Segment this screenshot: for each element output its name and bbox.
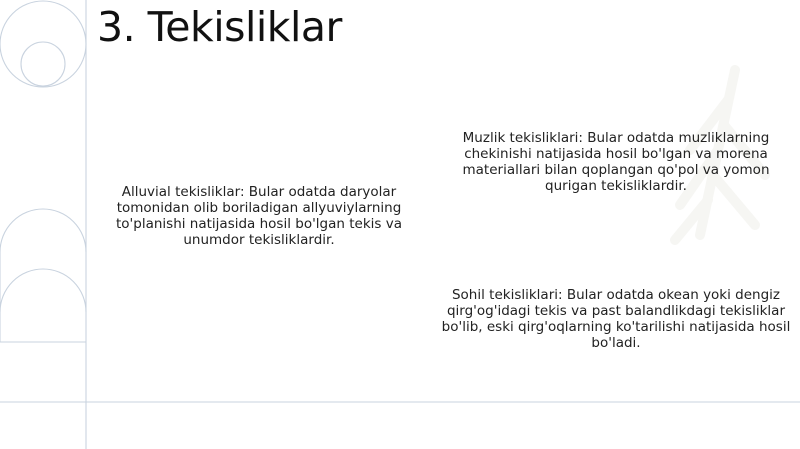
glacial-plains-text: Muzlik tekisliklari: Bular odatda muzliklarning chekinishi natijasida hosil bo'lgan va morena materiallari bilan qoplangan qo'pol va yomon qurigan tekisliklardir.: [462, 130, 770, 194]
coastal-plains-text: Sohil tekisliklari: Bular odatda okean yoki dengiz qirg'og'idagi tekis va past balandlikdagi tekisliklar bo'lib, eski qirg'oqlarning ko'tarilishi natijasida hosil bo'ladi.: [441, 287, 791, 351]
upper-arch: [0, 209, 86, 252]
inner-circle: [21, 42, 65, 86]
lower-arch: [0, 269, 86, 312]
outer-circle: [0, 1, 86, 87]
slide-title: 3. Tekisliklar: [97, 3, 342, 51]
alluvial-plains-text: Alluvial tekisliklar: Bular odatda daryolar tomonidan olib boriladigan allyuviylarning to'planishi natijasida hosil bo'lgan tekis va unumdor tekisliklardir.: [116, 184, 402, 248]
